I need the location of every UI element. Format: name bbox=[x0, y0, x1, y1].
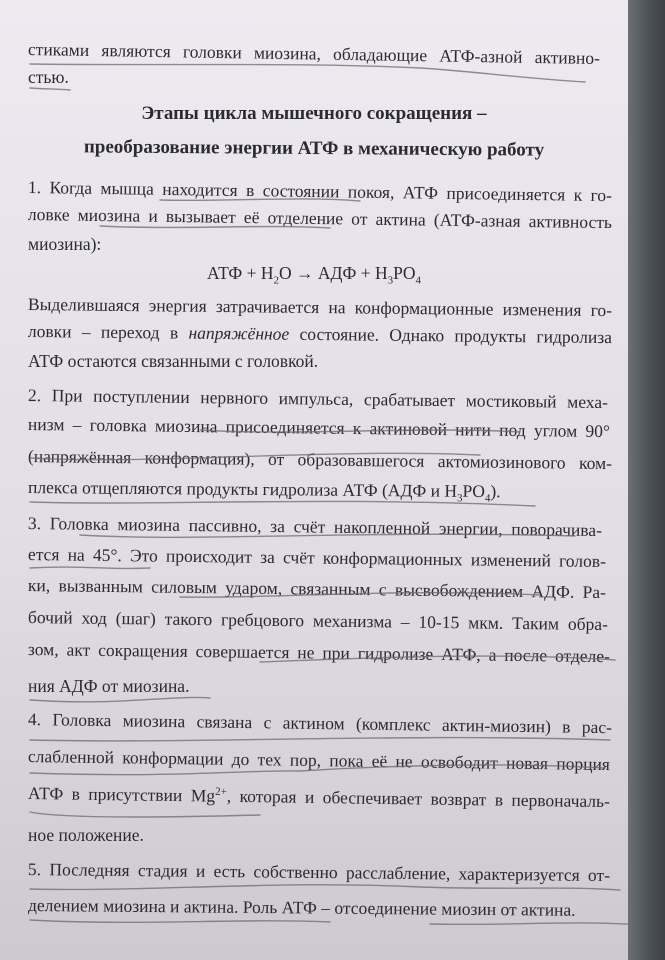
step4-line-3: АТФ в присутствии $Mg^{2+}$, которая и обеспечивает возврат в первоначаль- bbox=[27, 783, 611, 812]
step3-line-3: ки, вызванным силовым ударом, связанным с высвобождением АДФ. Ра- bbox=[27, 575, 607, 603]
step3-line-5: зом, акт сокращения совершается не при гидролизе АТФ, а после отделе- bbox=[27, 639, 611, 667]
step3-line-4: бочий ход (шаг) такого гребцового механизма – 10-15 мкм. Таким обра- bbox=[27, 607, 609, 635]
step3-line-6: ния АДФ от миозина. bbox=[28, 676, 190, 696]
intro-line-2: стью. bbox=[28, 67, 69, 87]
step2-line-4: плекса отщепляются продукты гидролиза АТФ (АДФ и $H_3PO_4$). bbox=[27, 477, 501, 505]
step4-line-2: слабленной конформации до тех пор, пока её не освободит новая порция bbox=[27, 746, 611, 775]
step4-line-4: ное положение. bbox=[28, 825, 144, 845]
energy-line-3: АТФ остаются связанными с головкой. bbox=[28, 351, 319, 371]
step3-line-1: 3. Головка миозина пассивно, за счёт накопленной энергии, поворачива- bbox=[27, 513, 603, 541]
step2-line-3: (напряжённая конформация), от образовавшегося актомиозинового ком- bbox=[27, 446, 613, 474]
hydrolysis-formula: АТФ + $H_2O$ → АДФ + $H_3PO_4$ bbox=[207, 263, 421, 287]
page-edge-shadow bbox=[628, 0, 665, 960]
energy-line-1: Выделившаяся энергия затрачивается на конформационные изменения го- bbox=[27, 294, 613, 321]
section-title-line-2: преобразование энергии АТФ в механическую работу bbox=[83, 136, 545, 161]
section-title-line-1: Этапы цикла мышечного сокращения – bbox=[141, 103, 487, 124]
energy-line-2: ловки – переход в напряжённое состояние. Однако продукты гидролиза bbox=[27, 321, 613, 348]
step2-line-1: 2. При поступлении нервного импульса, срабатывает мостиковый меха- bbox=[27, 385, 609, 413]
step3-line-2: ется на 45°. Это происходит за счёт конформационных изменений голов- bbox=[27, 544, 607, 572]
step5-line-2: делением миозина и актина. Роль АТФ – отсоединение миозин от актина. bbox=[27, 895, 576, 920]
step4-line-1: 4. Головка миозина связана с актином (комплекс актин-миозин) в рас- bbox=[27, 709, 613, 738]
intro-line-1: стиками являются головки миозина, обладающие АТФ-азной активно- bbox=[27, 39, 601, 68]
step1-line-3: миозина): bbox=[28, 234, 102, 254]
step2-line-2: низм – головка миозина присоединяется к актиновой нити под углом 90° bbox=[27, 414, 611, 442]
step1-line-2: ловке миозина и вызывает её отделение от актина (АТФ-азная активность bbox=[27, 204, 613, 233]
step1-line-1: 1. Когда мышца находится в состоянии покоя, АТФ присоединяется к го- bbox=[27, 177, 613, 206]
step5-line-1: 5. Последняя стадия и есть собственно расслабление, характеризуется от- bbox=[27, 859, 611, 886]
